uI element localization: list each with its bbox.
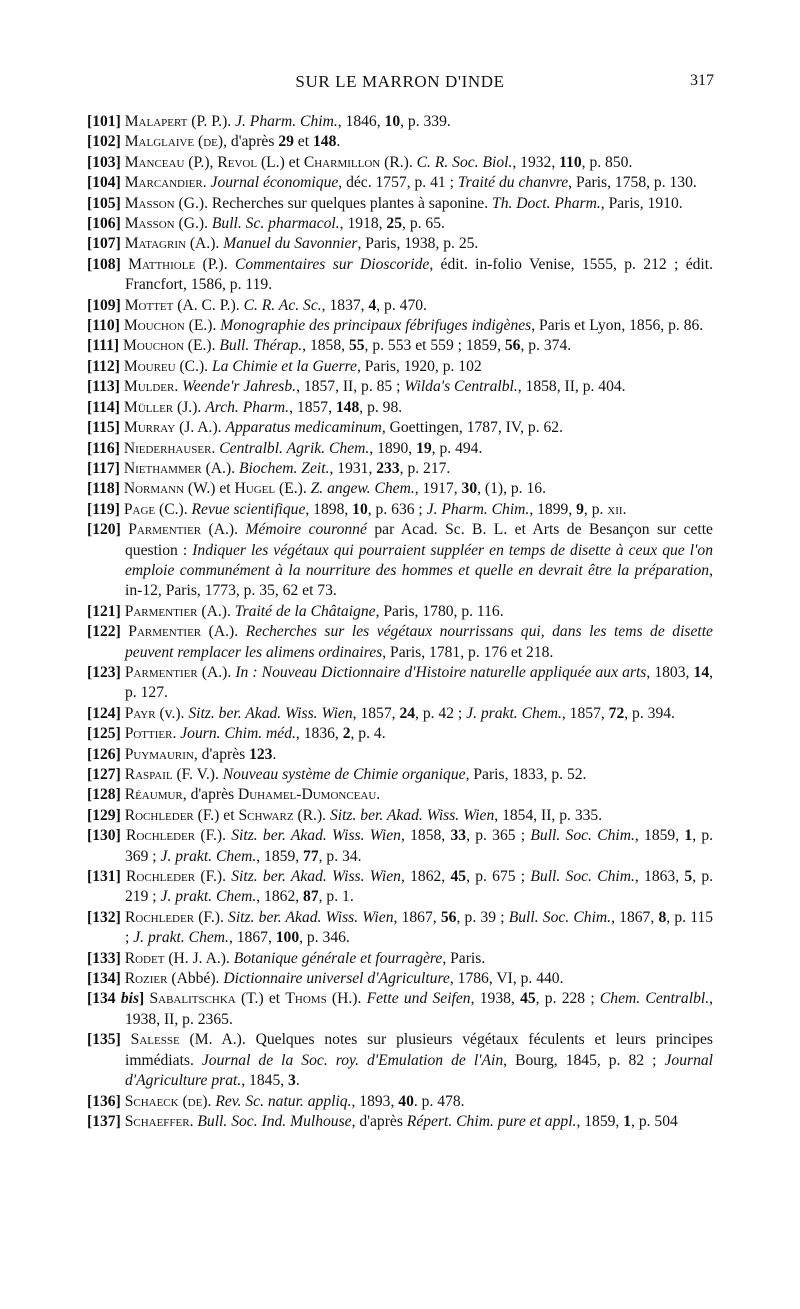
reference-entry xyxy=(87,806,713,826)
reference-text: Salesse (M. A.). Quelques notes sur plusieurs végétaux féculents et leurs principes immédiats. Journal de la Soc. roy. d'Emulation de l'Ain, Bourg, 1845, p. 82 ; Journal d'Agriculture prat., 1845, 3. xyxy=(125,1031,713,1090)
reference-entry xyxy=(87,1030,713,1091)
reference-text: Parmentier (A.). In : Nouveau Dictionnaire d'Histoire naturelle appliquée aux arts, 1803, 14, p. 127. xyxy=(124,663,714,702)
reference-list xyxy=(87,112,713,1132)
reference-text: Manceau (P.), Revol (L.) et Charmillon (R.). C. R. Soc. Biol., 1932, 110, p. 850. xyxy=(124,153,633,171)
reference-text: Parmentier (A.). Mémoire couronné par Acad. Sc. B. L. et Arts de Besançon sur cette question : Indiquer les végétaux qui pourraient suppléer en temps de disette à ceux que l'on emploie communément à la nourriture des hommes et quelle en devrait être la préparation, in-12, Paris, 1773, p. 35, 62 et 73. xyxy=(125,521,713,600)
reference-number: [125] xyxy=(87,725,121,743)
reference-entry xyxy=(87,357,713,377)
reference-number: [102] xyxy=(87,133,121,151)
reference-text: Rochleder (F.) et Schwarz (R.). Sitz. ber. Akad. Wiss. Wien, 1854, II, p. 335. xyxy=(124,806,603,824)
reference-entry xyxy=(87,153,713,173)
reference-entry xyxy=(87,949,713,969)
reference-entry xyxy=(87,622,713,663)
reference-entry xyxy=(87,255,713,296)
reference-text: Pottier. Journ. Chim. méd., 1836, 2, p. 4. xyxy=(124,725,386,743)
reference-entry xyxy=(87,602,713,622)
reference-entry xyxy=(87,989,713,1030)
reference-text: Malapert (P. P.). J. Pharm. Chim., 1846, 10, p. 339. xyxy=(124,113,451,130)
reference-entry xyxy=(87,336,713,356)
reference-entry xyxy=(87,377,713,397)
reference-entry xyxy=(87,479,713,499)
reference-number: [108] xyxy=(87,255,121,273)
running-title: SUR LE MARRON D'INDE xyxy=(295,72,505,91)
reference-entry xyxy=(87,1092,713,1112)
reference-text: Puymaurin, d'après 123. xyxy=(124,745,277,763)
reference-number: [130] xyxy=(87,827,121,845)
reference-entry xyxy=(87,132,713,152)
reference-entry xyxy=(87,112,713,132)
reference-text: Masson (G.). Bull. Sc. pharmacol., 1918, 25, p. 65. xyxy=(124,215,445,233)
reference-entry xyxy=(87,663,713,704)
reference-number: [133] xyxy=(87,949,121,967)
reference-entry xyxy=(87,398,713,418)
reference-number: [137] xyxy=(87,1112,121,1130)
reference-number: [112] xyxy=(87,357,120,375)
reference-entry xyxy=(87,867,713,908)
reference-text: Mulder. Weende'r Jahresb., 1857, II, p. 85 ; Wilda's Centralbl., 1858, II, p. 404. xyxy=(123,378,626,396)
reference-number: [115] xyxy=(87,419,120,437)
reference-entry xyxy=(87,234,713,254)
page-header xyxy=(0,72,800,96)
reference-entry xyxy=(87,316,713,336)
reference-number: [126] xyxy=(87,745,121,763)
reference-number: [134] xyxy=(87,970,121,988)
reference-text: Parmentier (A.). Traité de la Châtaigne, Paris, 1780, p. 116. xyxy=(124,602,504,620)
reference-number: [114] xyxy=(87,398,120,416)
reference-number: [135] xyxy=(87,1031,121,1049)
reference-text: Malglaive (de), d'après 29 et 148. xyxy=(124,133,341,151)
reference-text: Mouchon (E.). Bull. Thérap., 1858, 55, p. 553 et 559 ; 1859, 56, p. 374. xyxy=(122,337,572,355)
reference-text: Moureu (C.). La Chimie et la Guerre, Paris, 1920, p. 102 xyxy=(123,357,482,375)
reference-text: Marcandier. Journal économique, déc. 1757, p. 41 ; Traité du chanvre, Paris, 1758, p. 130. xyxy=(124,174,697,192)
reference-text: Sabalitschka (T.) et Thoms (H.). Fette und Seifen, 1938, 45, p. 228 ; Chem. Centralbl., 1938, II, p. 2365. xyxy=(125,990,714,1028)
reference-text: Mouchon (E.). Monographie des principaux fébrifuges indigènes, Paris et Lyon, 1856, p. 86. xyxy=(123,317,704,335)
reference-number: [124] xyxy=(87,704,121,722)
reference-text: Müller (J.). Arch. Pharm., 1857, 148, p. 98. xyxy=(123,398,403,416)
reference-entry xyxy=(87,745,713,765)
reference-number: [127] xyxy=(87,766,121,783)
reference-text: Schaeffer. Bull. Soc. Ind. Mulhouse, d'après Répert. Chim. pure et appl., 1859, 1, p. 504 xyxy=(124,1112,678,1130)
reference-number: [101] xyxy=(87,113,121,130)
reference-entry xyxy=(87,1112,713,1132)
reference-entry xyxy=(87,826,713,867)
reference-entry xyxy=(87,765,713,785)
reference-entry xyxy=(87,418,713,438)
reference-number: [117] xyxy=(87,459,120,477)
reference-number: [116] xyxy=(87,439,120,457)
reference-entry xyxy=(87,785,713,805)
reference-number: [119] xyxy=(87,500,120,518)
reference-number: [129] xyxy=(87,806,121,824)
reference-entry xyxy=(87,908,713,949)
reference-text: Rochleder (F.). Sitz. ber. Akad. Wiss. Wien, 1867, 56, p. 39 ; Bull. Soc. Chim., 1867, 8, p. 115 ; J. prakt. Chem., 1867, 100, p. 346. xyxy=(124,908,714,947)
reference-text: Murray (J. A.). Apparatus medicaminum, Goettingen, 1787, IV, p. 62. xyxy=(123,419,564,437)
reference-number: [107] xyxy=(87,235,121,253)
reference-number: [109] xyxy=(87,296,121,314)
reference-text: Niederhauser. Centralbl. Agrik. Chem., 1890, 19, p. 494. xyxy=(123,439,483,457)
reference-text: Raspail (F. V.). Nouveau système de Chimie organique, Paris, 1833, p. 52. xyxy=(124,766,587,783)
reference-number: [105] xyxy=(87,194,121,212)
reference-text: Page (C.). Revue scientifique, 1898, 10, p. 636 ; J. Pharm. Chim., 1899, 9, p. xii. xyxy=(123,500,627,518)
reference-entry xyxy=(87,214,713,234)
reference-entry xyxy=(87,194,713,214)
reference-number: [103] xyxy=(87,153,121,171)
reference-entry xyxy=(87,439,713,459)
reference-number: [118] xyxy=(87,480,120,498)
reference-text: Rochleder (F.). Sitz. ber. Akad. Wiss. Wien, 1862, 45, p. 675 ; Bull. Soc. Chim., 1863, 5, p. 219 ; J. prakt. Chem., 1862, 87, p. 1. xyxy=(125,868,714,906)
reference-number: [131] xyxy=(87,868,121,886)
page-number: 317 xyxy=(690,72,714,89)
reference-entry xyxy=(87,724,713,744)
reference-number: [111] xyxy=(87,337,120,355)
reference-number: [134 bis] xyxy=(87,990,145,1008)
reference-text: Schaeck (de). Rev. Sc. natur. appliq., 1893, 40. p. 478. xyxy=(124,1092,465,1110)
reference-number: [136] xyxy=(87,1092,121,1110)
reference-number: [104] xyxy=(87,174,121,192)
reference-number: [121] xyxy=(87,602,121,620)
reference-text: Masson (G.). Recherches sur quelques plantes à saponine. Th. Doct. Pharm., Paris, 1910. xyxy=(124,194,683,212)
reference-entry xyxy=(87,500,713,520)
reference-text: Normann (W.) et Hugel (E.). Z. angew. Chem., 1917, 30, (1), p. 16. xyxy=(123,480,546,498)
reference-number: [132] xyxy=(87,908,121,926)
reference-text: Niethammer (A.). Biochem. Zeit., 1931, 233, p. 217. xyxy=(123,459,451,477)
reference-entry xyxy=(87,704,713,724)
reference-text: Mottet (A. C. P.). C. R. Ac. Sc., 1837, 4, p. 470. xyxy=(124,296,427,314)
reference-number: [106] xyxy=(87,215,121,233)
reference-number: [113] xyxy=(87,378,120,396)
reference-text: Parmentier (A.). Recherches sur les végétaux nourrissans qui, dans les tems de disette peuvent remplacer les alimens ordinaires, Paris, 1781, p. 176 et 218. xyxy=(125,623,713,661)
reference-text: Matthiole (P.). Commentaires sur Dioscoride, édit. in-folio Venise, 1555, p. 212 ; édit. Francfort, 1586, p. 119. xyxy=(125,255,713,294)
reference-entry xyxy=(87,969,713,989)
reference-entry xyxy=(87,459,713,479)
reference-text: Rochleder (F.). Sitz. ber. Akad. Wiss. Wien, 1858, 33, p. 365 ; Bull. Soc. Chim., 1859, 1, p. 369 ; J. prakt. Chem., 1859, 77, p. 34. xyxy=(125,827,714,865)
reference-text: Rozier (Abbé). Dictionnaire universel d'Agriculture, 1786, VI, p. 440. xyxy=(124,970,564,988)
reference-number: [120] xyxy=(87,521,121,539)
reference-number: [128] xyxy=(87,786,121,804)
reference-entry xyxy=(87,520,713,602)
reference-number: [123] xyxy=(87,663,121,681)
reference-text: Payr (v.). Sitz. ber. Akad. Wiss. Wien, 1857, 24, p. 42 ; J. prakt. Chem., 1857, 72, p. 394. xyxy=(124,704,675,722)
reference-text: Matagrin (A.). Manuel du Savonnier, Paris, 1938, p. 25. xyxy=(124,235,479,253)
reference-number: [122] xyxy=(87,623,121,641)
reference-entry xyxy=(87,173,713,193)
reference-entry xyxy=(87,296,713,316)
reference-text: Rodet (H. J. A.). Botanique générale et fourragère, Paris. xyxy=(124,949,486,967)
reference-text: Réaumur, d'après Duhamel-Dumonceau. xyxy=(124,786,381,804)
reference-number: [110] xyxy=(87,317,120,335)
